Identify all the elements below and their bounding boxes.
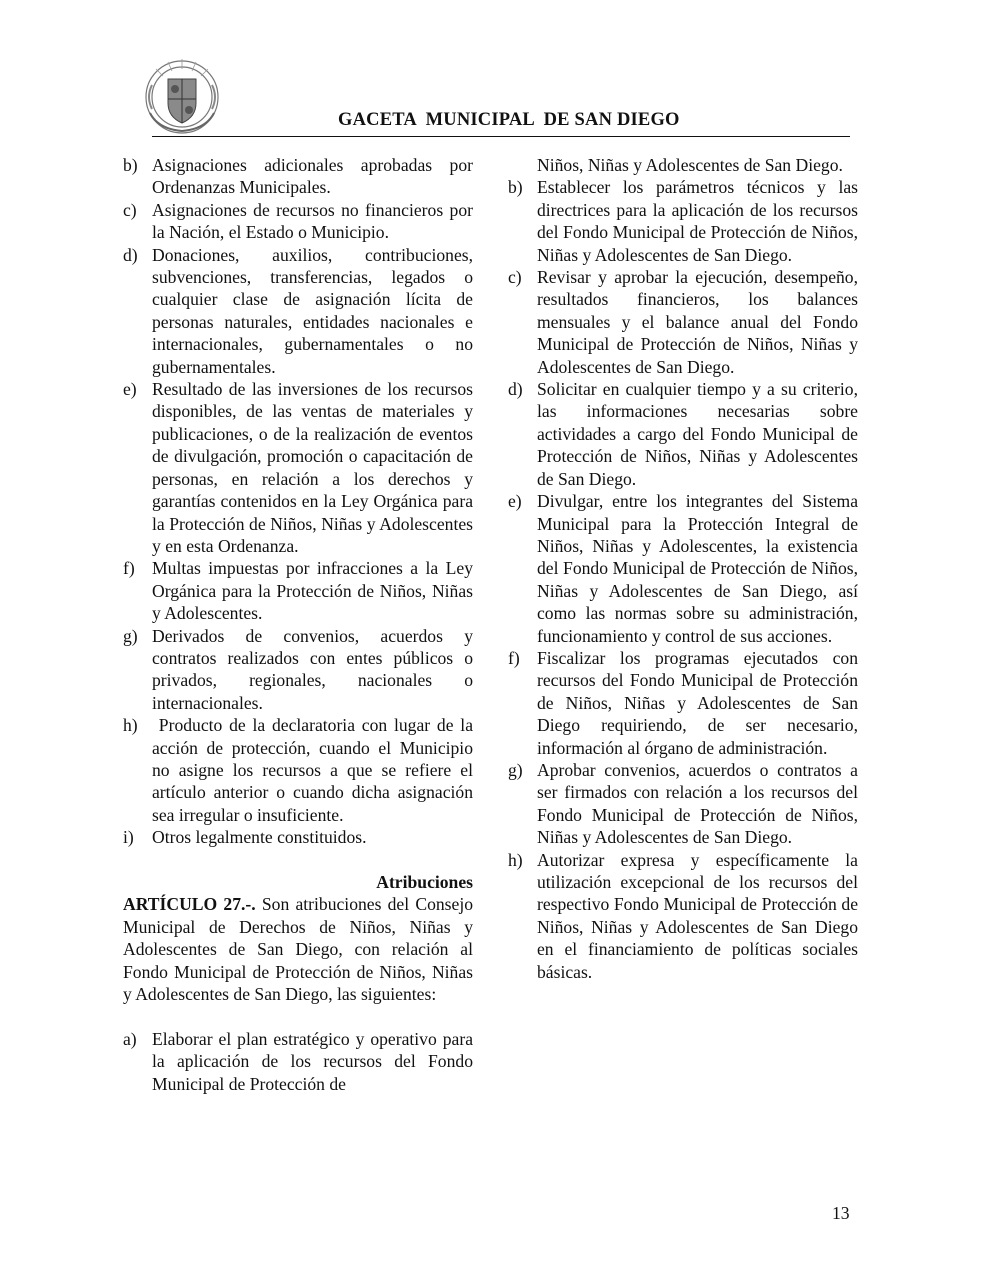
page-number: 13 (832, 1203, 850, 1223)
list-item (508, 849, 858, 983)
item-text: Asignaciones adicionales aprobadas por Ordenanzas Municipales. (152, 155, 473, 198)
right-column (508, 154, 858, 983)
item-text: Donaciones, auxilios, contribuciones, subvenciones, transferencias, legados o cualquier clase de asignación lícita de personas naturales, entidades nacionales e internacionales, gubernamentales o no gubernamentales. (152, 244, 473, 377)
left-column (123, 154, 478, 1095)
list-item (123, 1028, 473, 1095)
list-item (123, 826, 473, 848)
item-text: Solicitar en cualquier tiempo y a su criterio, las informaciones necesarias sobre actividades a cargo del Fondo Municipal de Protección de Niños, Niñas y Adolescentes de San Diego. (537, 379, 858, 489)
list-item (508, 378, 858, 490)
list-item (508, 490, 858, 647)
list-item (123, 714, 478, 826)
item-text: Fiscalizar los programas ejecutados con recursos del Fondo Municipal de Protección de Niños, Niñas y Adolescentes de San Diego requiriendo, de ser necesario, información al órgano de administración. (537, 647, 858, 758)
item-marker: d) (508, 379, 523, 400)
item-marker: c) (508, 267, 522, 288)
list-item (123, 625, 473, 715)
item-text: Establecer los parámetros técnicos y las directrices para la aplicación de los recursos del Fondo Municipal de Protección de Niños, Niñas y Adolescentes de San Diego. (537, 177, 858, 265)
item-marker: h) (508, 849, 523, 870)
list-item (508, 266, 858, 378)
page-header (0, 0, 990, 140)
item-text: Resultado de las inversiones de los recursos disponibles, de las ventas de materiales y publicaciones, o de la realización de eventos de divulgación, promoción o capacitación de personas, en relación a los derechos y garantías contenidos en la Ley Orgánica para la Protección de Niños, Niñas y Adolescentes y en esta Ordenanza. (152, 379, 473, 556)
article-text: Son atribuciones del Consejo Municipal de Derechos de Niños, Niñas y Adolescentes de San Diego, con relación al Fondo Municipal de Protección de Niños, Niñas y Adolescentes de San Diego, las siguientes: (123, 894, 474, 1005)
article-paragraph (123, 893, 473, 1005)
list-item (123, 244, 473, 378)
item-marker: a) (123, 1028, 137, 1049)
list-item (508, 647, 858, 759)
article-label: ARTÍCULO 27.-. (123, 894, 256, 915)
section-heading: Atribuciones (376, 871, 473, 892)
list-item (123, 199, 473, 244)
gazette-title: GACETA MUNICIPAL DE SAN DIEGO (338, 110, 680, 130)
item-text: Autorizar expresa y específicamente la utilización excepcional de los recursos del respectivo Fondo Municipal de Protección de Niños, Niñas y Adolescentes de San Diego en el financiamiento de políticas sociales básicas. (537, 849, 858, 982)
municipal-seal-icon (138, 55, 226, 135)
item-marker: d) (123, 244, 138, 265)
item-text: Multas impuestas por infracciones a la Ley Orgánica para la Protección de Niños, Niñas y Adolescentes. (152, 558, 473, 624)
item-text: Aprobar convenios, acuerdos o contratos a ser firmados con relación a los recursos del Fondo Municipal de Protección de Niños, Niñas y Adolescentes de San Diego. (537, 759, 858, 848)
item-text: Derivados de convenios, acuerdos y contratos realizados con entes públicos o privados, regionales, nacionales o internacionales. (152, 625, 473, 713)
list-item (123, 378, 473, 557)
item-text: Otros legalmente constituidos. (152, 827, 367, 848)
item-marker: h) (123, 715, 138, 736)
item-marker: g) (508, 759, 523, 780)
header-rule (152, 136, 850, 137)
item-marker: b) (508, 177, 523, 198)
item-text: Divulgar, entre los integrantes del Sistema Municipal para la Protección Integral de Niños, Niñas y Adolescentes, la existencia del Fondo Municipal de Protección de Niños, Niñas y Adolescentes de San Diego, así como las normas sobre su administración, funcionamiento y control de sus acciones. (537, 491, 858, 646)
item-text: Elaborar el plan estratégico y operativo para la aplicación de los recursos del Fondo Municipal de Protección de (152, 1028, 473, 1094)
item-text: Asignaciones de recursos no financieros por la Nación, el Estado o Municipio. (152, 199, 473, 243)
item-marker: e) (123, 379, 137, 400)
list-item (123, 557, 473, 624)
item-text: Revisar y aprobar la ejecución, desempeño, resultados financieros, los balances mensuales y el balance anual del Fondo Municipal de Protección de Niños, Niñas y Adolescentes de San Diego. (537, 267, 858, 377)
item-marker: e) (508, 491, 522, 512)
item-marker: b) (123, 155, 138, 175)
item-marker: i) (123, 827, 134, 848)
item-marker: f) (123, 558, 135, 579)
list-item (508, 176, 858, 266)
continued-text: Niños, Niñas y Adolescentes de San Diego. (537, 155, 843, 175)
list-item (508, 759, 858, 849)
item-text: Producto de la declaratoria con lugar de la acción de protección, cuando el Municipio no asigne los recursos a que se refiere el artículo anterior o cuando dicha asignación sea irregular o insuficiente. (152, 715, 478, 825)
item-marker: c) (123, 199, 137, 220)
list-item (123, 154, 473, 199)
item-marker: g) (123, 625, 138, 646)
item-marker: f) (508, 647, 520, 668)
